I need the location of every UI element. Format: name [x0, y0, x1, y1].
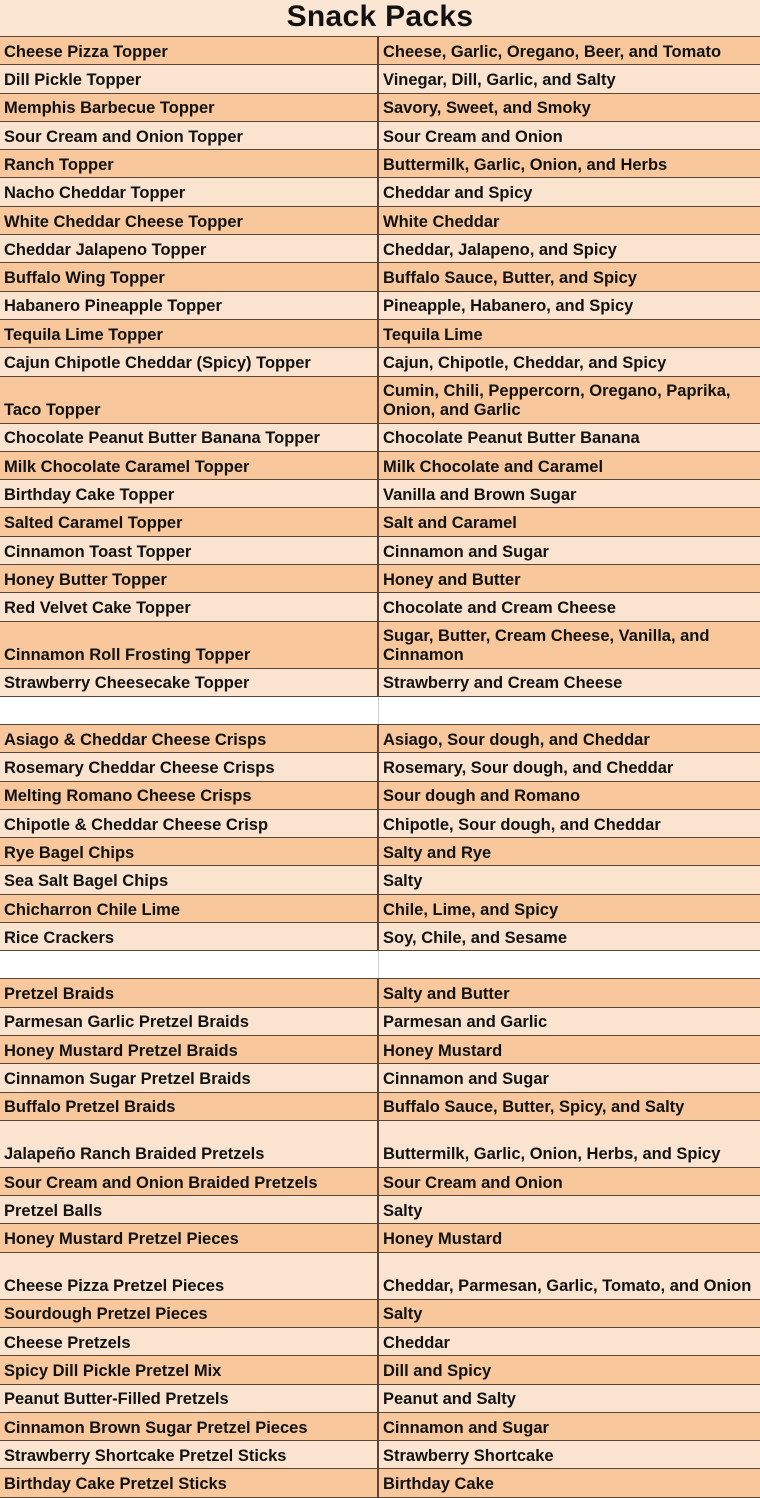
- flavor-cell: Buffalo Sauce, Butter, Spicy, and Salty: [383, 1098, 685, 1117]
- flavor-cell: Cajun, Chipotle, Cheddar, and Spicy: [383, 354, 667, 373]
- snack-name-cell: Salted Caramel Topper: [0, 508, 379, 535]
- snack-name-cell: Asiago & Cheddar Cheese Crisps: [0, 725, 379, 752]
- snack-name-cell: Pretzel Braids: [0, 979, 379, 1006]
- flavor-cell: Salty: [383, 1305, 423, 1324]
- snack-name-cell: Birthday Cake Pretzel Sticks: [0, 1469, 379, 1496]
- snack-name-cell: Cajun Chipotle Cheddar (Spicy) Topper: [0, 348, 379, 375]
- flavor-cell: Cheddar and Spicy: [383, 184, 533, 203]
- flavor-cell: Sugar, Butter, Cream Cheese, Vanilla, and Cinnamon: [383, 626, 710, 665]
- table-row: [0, 866, 760, 894]
- flavor-cell: Birthday Cake: [383, 1475, 494, 1494]
- flavor-cell: Chocolate and Cream Cheese: [383, 599, 616, 618]
- snack-name-cell: Tequila Lime Topper: [0, 320, 379, 347]
- snack-name-cell: Strawberry Cheesecake Topper: [0, 669, 379, 696]
- snack-name-cell: Buffalo Pretzel Braids: [0, 1093, 379, 1120]
- flavor-cell: Savory, Sweet, and Smoky: [383, 99, 591, 118]
- flavor-cell: Asiago, Sour dough, and Cheddar: [383, 730, 650, 749]
- snack-name-cell: Chocolate Peanut Butter Banana Topper: [0, 424, 379, 451]
- table-row: [0, 1413, 760, 1441]
- table-row: [0, 263, 760, 291]
- table-row: [0, 725, 760, 753]
- spacer-cell: [0, 697, 379, 724]
- snack-name-cell: Cinnamon Sugar Pretzel Braids: [0, 1064, 379, 1091]
- flavor-cell: Chile, Lime, and Spicy: [383, 900, 559, 919]
- flavor-cell: Buttermilk, Garlic, Onion, Herbs, and Spicy: [383, 1145, 721, 1164]
- flavor-cell: Vanilla and Brown Sugar: [383, 485, 577, 504]
- snack-name-cell: Rice Crackers: [0, 923, 379, 950]
- flavor-cell: Cinnamon and Sugar: [383, 542, 549, 561]
- page-title: Snack Packs: [0, 0, 760, 37]
- snack-name-cell: Cheese Pizza Topper: [0, 37, 379, 64]
- snack-name-cell: Cinnamon Brown Sugar Pretzel Pieces: [0, 1413, 379, 1440]
- spacer-cell: [379, 697, 760, 724]
- table-row: [0, 810, 760, 838]
- table-row: [0, 1224, 760, 1252]
- flavor-cell: Honey Mustard: [383, 1230, 503, 1249]
- flavor-cell: Tequila Lime: [383, 325, 483, 344]
- table-row: [0, 178, 760, 206]
- flavor-cell: Strawberry and Cream Cheese: [383, 674, 623, 693]
- section-spacer: [0, 951, 760, 979]
- section-spacer: [0, 697, 760, 725]
- flavor-cell: Cumin, Chili, Peppercorn, Oregano, Paprika, Onion, and Garlic: [383, 381, 731, 420]
- snack-name-cell: Milk Chocolate Caramel Topper: [0, 452, 379, 479]
- table-row: [0, 1328, 760, 1356]
- snack-name-cell: Taco Topper: [0, 377, 379, 423]
- table-row: [0, 838, 760, 866]
- snack-name-cell: Ranch Topper: [0, 150, 379, 177]
- table-row: [0, 94, 760, 122]
- table-row: [0, 1121, 760, 1168]
- flavor-cell: Soy, Chile, and Sesame: [383, 928, 568, 947]
- table-row: [0, 669, 760, 697]
- flavor-cell: Cheddar: [383, 1333, 450, 1352]
- snack-name-cell: Red Velvet Cake Topper: [0, 593, 379, 620]
- flavor-cell: Sour dough and Romano: [383, 787, 581, 806]
- flavor-cell: Cinnamon and Sugar: [383, 1418, 549, 1437]
- flavor-cell: Dill and Spicy: [383, 1362, 492, 1381]
- snack-name-cell: Cheese Pretzels: [0, 1328, 379, 1355]
- table-row: [0, 452, 760, 480]
- table-row: [0, 1036, 760, 1064]
- flavor-cell: Pineapple, Habanero, and Spicy: [383, 297, 634, 316]
- table-row: [0, 65, 760, 93]
- table-row: [0, 1008, 760, 1036]
- table-row: [0, 292, 760, 320]
- snack-name-cell: Sourdough Pretzel Pieces: [0, 1300, 379, 1327]
- snack-name-cell: Sea Salt Bagel Chips: [0, 866, 379, 893]
- flavor-cell: Salty and Rye: [383, 843, 492, 862]
- snack-name-cell: Chicharron Chile Lime: [0, 895, 379, 922]
- table-row: [0, 979, 760, 1007]
- snack-name-cell: Spicy Dill Pickle Pretzel Mix: [0, 1356, 379, 1383]
- snack-name-cell: Cinnamon Roll Frosting Topper: [0, 622, 379, 668]
- table-row: [0, 1093, 760, 1121]
- flavor-cell: Sour Cream and Onion: [383, 127, 563, 146]
- snack-name-cell: Parmesan Garlic Pretzel Braids: [0, 1008, 379, 1035]
- flavor-cell: Salty: [383, 872, 423, 891]
- table-row: [0, 895, 760, 923]
- table-row: [0, 37, 760, 65]
- snack-name-cell: Memphis Barbecue Topper: [0, 94, 379, 121]
- flavor-cell: Salt and Caramel: [383, 514, 517, 533]
- flavor-cell: Sour Cream and Onion: [383, 1173, 563, 1192]
- snack-name-cell: Nacho Cheddar Topper: [0, 178, 379, 205]
- spacer-cell: [0, 951, 379, 978]
- table-row: [0, 480, 760, 508]
- flavor-cell: Honey and Butter: [383, 570, 521, 589]
- snack-name-cell: Buffalo Wing Topper: [0, 263, 379, 290]
- flavor-cell: Vinegar, Dill, Garlic, and Salty: [383, 71, 616, 90]
- table-body: [0, 37, 760, 1498]
- flavor-cell: Cheese, Garlic, Oregano, Beer, and Tomato: [383, 42, 722, 61]
- flavor-cell: Peanut and Salty: [383, 1390, 516, 1409]
- flavor-cell: Parmesan and Garlic: [383, 1013, 548, 1032]
- snack-name-cell: Sour Cream and Onion Topper: [0, 122, 379, 149]
- table-row: [0, 537, 760, 565]
- table-row: [0, 782, 760, 810]
- table-row: [0, 1441, 760, 1469]
- flavor-cell: Salty: [383, 1201, 423, 1220]
- flavor-cell: Rosemary, Sour dough, and Cheddar: [383, 759, 674, 778]
- spacer-cell: [379, 951, 760, 978]
- flavor-cell: Honey Mustard: [383, 1041, 503, 1060]
- table-row: [0, 1253, 760, 1300]
- snack-name-cell: Rosemary Cheddar Cheese Crisps: [0, 753, 379, 780]
- table-row: [0, 593, 760, 621]
- snack-name-cell: Cheddar Jalapeno Topper: [0, 235, 379, 262]
- table-row: [0, 1196, 760, 1224]
- snack-name-cell: Honey Mustard Pretzel Braids: [0, 1036, 379, 1063]
- table-row: [0, 565, 760, 593]
- table-row: [0, 150, 760, 178]
- flavor-cell: Cinnamon and Sugar: [383, 1070, 549, 1088]
- table-row: [0, 1168, 760, 1196]
- snack-name-cell: Birthday Cake Topper: [0, 480, 379, 507]
- snack-name-cell: Strawberry Shortcake Pretzel Sticks: [0, 1441, 379, 1468]
- table-row: [0, 508, 760, 536]
- flavor-cell: Chocolate Peanut Butter Banana: [383, 429, 640, 448]
- table-row: [0, 622, 760, 669]
- snack-name-cell: Sour Cream and Onion Braided Pretzels: [0, 1168, 379, 1195]
- table-row: [0, 122, 760, 150]
- snack-name-cell: Dill Pickle Topper: [0, 65, 379, 92]
- table-row: [0, 207, 760, 235]
- snack-name-cell: Cinnamon Toast Topper: [0, 537, 379, 564]
- snack-name-cell: Cheese Pizza Pretzel Pieces: [0, 1253, 379, 1299]
- flavor-cell: Strawberry Shortcake: [383, 1446, 554, 1465]
- table-row: [0, 1064, 760, 1092]
- table-row: [0, 348, 760, 376]
- flavor-cell: White Cheddar: [383, 212, 500, 231]
- flavor-cell: Buffalo Sauce, Butter, and Spicy: [383, 269, 637, 288]
- table-row: [0, 424, 760, 452]
- table-row: [0, 923, 760, 951]
- flavor-cell: Cheddar, Jalapeno, and Spicy: [383, 240, 617, 259]
- snack-name-cell: Chipotle & Cheddar Cheese Crisp: [0, 810, 379, 837]
- snack-name-cell: Melting Romano Cheese Crisps: [0, 782, 379, 809]
- table-row: [0, 377, 760, 424]
- table-row: [0, 1356, 760, 1384]
- table-row: [0, 1300, 760, 1328]
- snack-name-cell: Habanero Pineapple Topper: [0, 292, 379, 319]
- table-row: [0, 320, 760, 348]
- snack-name-cell: Honey Mustard Pretzel Pieces: [0, 1224, 379, 1251]
- snack-name-cell: Peanut Butter-Filled Pretzels: [0, 1385, 379, 1412]
- flavor-cell: Milk Chocolate and Caramel: [383, 457, 604, 476]
- snack-name-cell: Pretzel Balls: [0, 1196, 379, 1223]
- flavor-cell: Chipotle, Sour dough, and Cheddar: [383, 815, 661, 834]
- table-row: [0, 235, 760, 263]
- flavor-cell: Salty and Butter: [383, 985, 510, 1004]
- flavor-cell: Cheddar, Parmesan, Garlic, Tomato, and Onion: [383, 1277, 752, 1296]
- table-row: [0, 753, 760, 781]
- snack-name-cell: White Cheddar Cheese Topper: [0, 207, 379, 234]
- table-row: [0, 1385, 760, 1413]
- flavor-cell: Buttermilk, Garlic, Onion, and Herbs: [383, 155, 668, 174]
- snack-name-cell: Jalapeño Ranch Braided Pretzels: [0, 1121, 379, 1167]
- snack-name-cell: Rye Bagel Chips: [0, 838, 379, 865]
- snack-name-cell: Honey Butter Topper: [0, 565, 379, 592]
